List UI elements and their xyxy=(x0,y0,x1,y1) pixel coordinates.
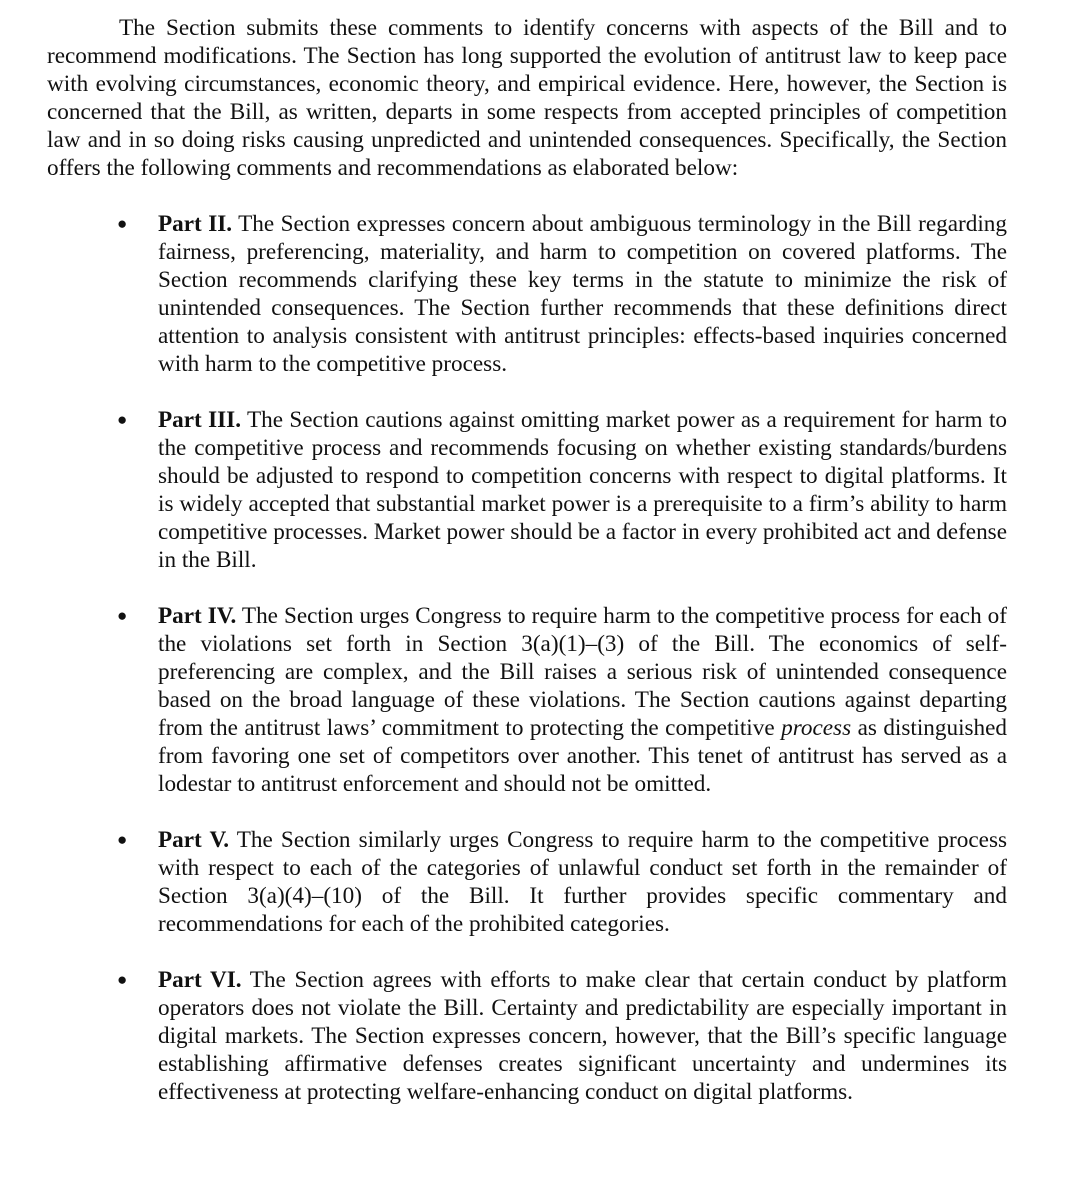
bullet-icon: ● xyxy=(117,830,128,849)
part-label: Part V. xyxy=(158,827,230,853)
part-body: The Section expresses concern about ambiguous terminology in the Bill regarding fairness, preferencing, materiality, and harm to competition on covered platforms. The Section recommends clarifying these key terms in the statute to minimize the risk of unintended consequences. The Section further recommends that these definitions direct attention to analysis consistent with antitrust principles: effects-based inquiries concerned with harm to the competitive process. xyxy=(158,211,1007,377)
list-item-part-iv xyxy=(47,602,1007,798)
recommendations-list xyxy=(47,210,1007,1106)
part-label: Part II. xyxy=(158,211,233,237)
list-item-part-ii xyxy=(47,210,1007,378)
bullet-icon: ● xyxy=(117,410,128,429)
part-body: The Section urges Congress to require harm to the competitive process for each of the violations set forth in Section 3(a)(1)–(3) of the Bill. The economics of self-preferencing are complex, and the Bill raises a serious risk of unintended consequence based on the broad language of these violations. The Section cautions against departing from the antitrust laws’ commitment to protecting the competitive xyxy=(158,603,1007,741)
part-body: The Section cautions against omitting market power as a requirement for harm to the competitive process and recommends focusing on whether existing standards/burdens should be adjusted to respond to competition concerns with respect to digital platforms. It is widely accepted that substantial market power is a prerequisite to a firm’s ability to harm competitive processes. Market power should be a factor in every prohibited act and defense in the Bill. xyxy=(158,407,1007,573)
list-item-text xyxy=(158,406,1007,574)
part-body: The Section similarly urges Congress to require harm to the competitive process with respect to each of the categories of unlawful conduct set forth in the remainder of Section 3(a)(4)–(10) of the Bill. It further provides specific commentary and recommendations for each of the prohibited categories. xyxy=(158,827,1007,937)
list-item-text xyxy=(158,826,1007,938)
emphasis-process: process xyxy=(781,715,852,741)
intro-paragraph: The Section submits these comments to identify concerns with aspects of the Bill and to recommend modifications. The Section has long supported the evolution of antitrust law to keep pace with evolving circumstances, economic theory, and empirical evidence. Here, however, the Section is concerned that the Bill, as written, departs in some respects from accepted principles of competition law and in so doing risks causing unpredicted and unintended consequences. Specifically, the Section offers the following comments and recommendations as elaborated below: xyxy=(47,15,1007,181)
part-body: The Section agrees with efforts to make clear that certain conduct by platform operators does not violate the Bill. Certainty and predictability are especially important in digital markets. The Section expresses concern, however, that the Bill’s specific language establishing affirmative defenses creates significant uncertainty and undermines its effectiveness at protecting welfare-enhancing conduct on digital platforms. xyxy=(158,967,1007,1105)
document-page xyxy=(47,14,1007,1134)
bullet-icon: ● xyxy=(117,970,128,989)
part-label: Part III. xyxy=(158,407,241,433)
list-item-text xyxy=(158,966,1007,1106)
bullet-icon: ● xyxy=(117,214,128,233)
part-label: Part IV. xyxy=(158,603,237,629)
list-item-text xyxy=(158,210,1007,378)
list-item-part-vi xyxy=(47,966,1007,1106)
bullet-icon: ● xyxy=(117,606,128,625)
part-body-cont: as distinguished from favoring one set of competitors over another. This tenet of antitrust has served as a lodestar to antitrust enforcement and should not be omitted. xyxy=(158,715,1008,797)
list-item-text xyxy=(158,602,1007,798)
part-label: Part VI. xyxy=(158,967,242,993)
list-item-part-iii xyxy=(47,406,1007,574)
list-item-part-v xyxy=(47,826,1007,938)
